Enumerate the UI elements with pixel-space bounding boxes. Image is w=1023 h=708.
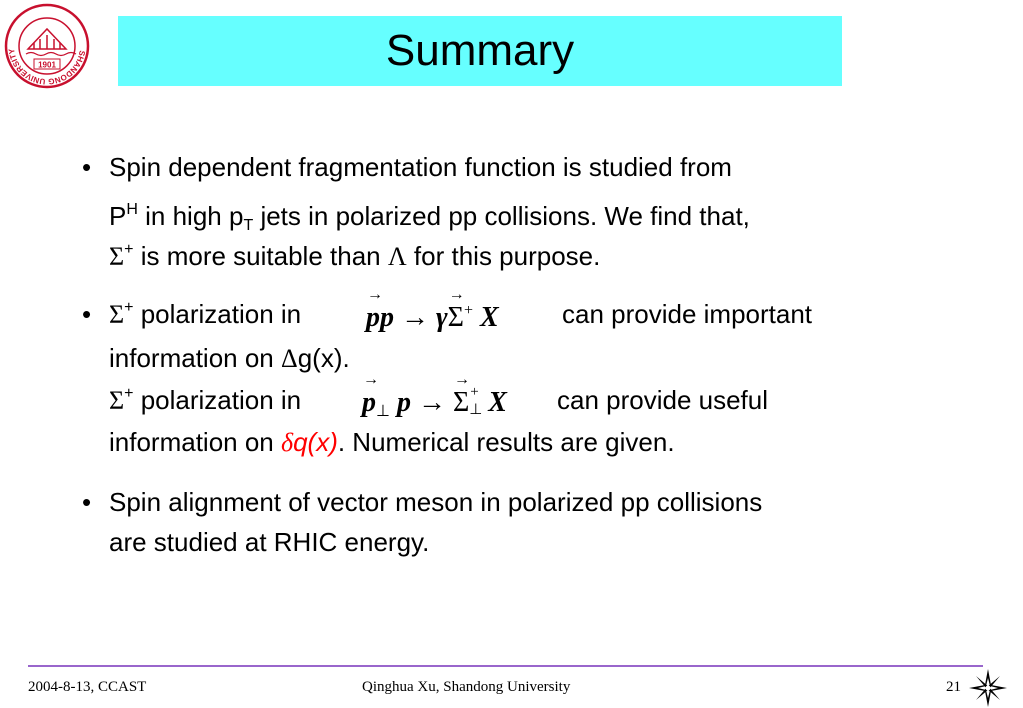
bullet-marker: •: [82, 152, 92, 182]
bullet-3-line-1: Spin alignment of vector meson in polarized pp collisions: [109, 487, 763, 517]
footer-date-venue: 2004-8-13, CCAST: [28, 679, 147, 695]
bullet-2-line-1-lead: Σ+ polarization in: [109, 299, 302, 329]
delta-q-function: q(x): [293, 427, 338, 457]
formula-pp-to-gamma-sigma-x: → pp → γ→ Σ+ X: [366, 304, 499, 332]
bullet-1-line-3: Σ+ is more suitable than Λ for this purpose.: [109, 241, 601, 271]
university-logo-seal: [4, 3, 90, 89]
delta-q-symbol: δ: [280, 428, 294, 457]
formula-pperp-p-to-sigma-perp-x: → $p_\perp$ p → → Σ + ⊥ X: [362, 389, 507, 417]
footer-author: Qinghua Xu, Shandong University: [362, 679, 571, 695]
logo-year: 1901: [38, 60, 56, 70]
bullet-2-line-3-lead: Σ+ polarization in: [109, 385, 302, 415]
title-banner: [118, 16, 842, 86]
page-number: 21: [946, 679, 961, 695]
slide-title: Summary: [385, 26, 575, 75]
bullet-2-line-3-tail: can provide useful: [557, 385, 769, 415]
bullet-marker: •: [82, 487, 92, 517]
bullet-1-line-2: $P^H$ in high $p_T$ jets in polarized pp collisions. We find that,: [109, 201, 750, 234]
bullet-2-line-2: information on Δg(x).: [109, 343, 350, 373]
bullet-2-line-1-tail: can provide important: [562, 299, 813, 329]
bullet-3-line-2: are studied at RHIC energy.: [109, 527, 430, 557]
bullet-1-line-1: Spin dependent fragmentation function is studied from: [109, 152, 732, 182]
compass-star-icon: [968, 668, 1008, 708]
footer-divider: [28, 665, 983, 667]
bullet-marker: •: [82, 299, 92, 329]
svg-text:SHANDONG UNIVERSITY: SHANDONG UNIVERSITY: [7, 48, 87, 87]
bullet-2-line-4: information on δq(x). Numerical results are given.: [109, 427, 675, 457]
